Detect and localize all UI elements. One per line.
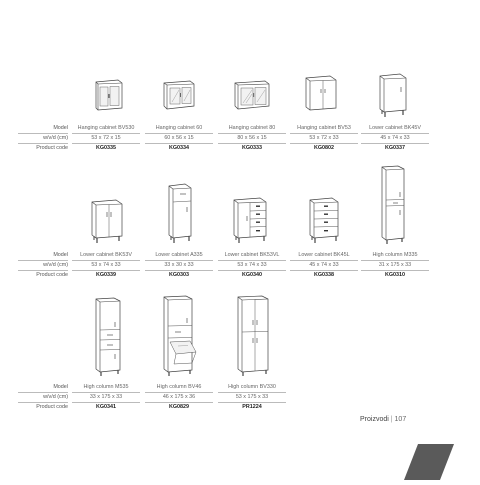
- product-dims: 33 x 30 x 33: [145, 260, 213, 271]
- product-card: [145, 383, 213, 412]
- hanging-cabinet-icon: [232, 78, 272, 112]
- code-label: Product code: [36, 272, 68, 278]
- lower-cabinet-icon: [376, 70, 410, 120]
- page-footer: [360, 416, 406, 423]
- hanging-cabinet-icon: [302, 72, 340, 112]
- product-code: KG0338: [313, 272, 335, 278]
- product-code: KG0333: [241, 145, 263, 151]
- product-dims: 45 x 74 x 33: [361, 133, 429, 144]
- page-number: 107: [394, 416, 407, 423]
- product-code: KG0337: [384, 145, 406, 151]
- product-code: KG0334: [168, 145, 190, 151]
- product-dims: 80 x 56 x 15: [218, 133, 286, 144]
- lower-cabinet-drawers-icon: [230, 194, 272, 246]
- product-name: Hanging cabinet 60: [155, 125, 203, 131]
- dims-label: w/v/d (cm): [18, 392, 68, 403]
- product-card: [145, 251, 213, 280]
- high-column-icon: [378, 162, 408, 246]
- product-code: KG0341: [95, 404, 117, 410]
- hanging-cabinet-icon: [160, 78, 198, 112]
- product-card: [72, 251, 140, 280]
- product-name: Hanging cabinet BV53: [297, 125, 351, 131]
- high-column-icon: [92, 294, 124, 378]
- product-code: KG0339: [95, 272, 117, 278]
- product-dims: 53 x 72 x 33: [290, 133, 358, 144]
- product-card: [290, 251, 358, 280]
- dims-label: w/v/d (cm): [18, 133, 68, 144]
- product-name: Lower cabinet BK45V: [369, 125, 421, 131]
- product-code: KG0310: [384, 272, 406, 278]
- product-dims: 53 x 72 x 15: [72, 133, 140, 144]
- product-name: Lower cabinet BK53VL: [224, 252, 280, 258]
- product-card: [290, 124, 358, 153]
- product-code: KG0340: [241, 272, 263, 278]
- lower-cabinet-icon: [165, 180, 195, 246]
- product-dims: 45 x 74 x 33: [290, 260, 358, 271]
- product-dims: 31 x 175 x 33: [361, 260, 429, 271]
- product-card: [218, 251, 286, 280]
- product-dims: 46 x 175 x 36: [145, 392, 213, 403]
- product-card: [72, 383, 140, 412]
- product-card: [218, 383, 286, 412]
- product-code: KG0335: [95, 145, 117, 151]
- product-dims: 53 x 175 x 33: [218, 392, 286, 403]
- product-name: Lower cabinet BK45L: [298, 252, 350, 258]
- footer-separator: |: [390, 416, 393, 423]
- product-dims: 33 x 175 x 33: [72, 392, 140, 403]
- product-card: [72, 124, 140, 153]
- product-name: High column M535: [83, 384, 129, 390]
- section-name: Proizvodi: [360, 416, 389, 423]
- product-code: KG0802: [313, 145, 335, 151]
- product-name: Hanging cabinet BV530: [77, 125, 135, 131]
- product-dims: 53 x 74 x 33: [218, 260, 286, 271]
- product-code: PR1224: [242, 404, 262, 410]
- dims-label: w/v/d (cm): [18, 260, 68, 271]
- decorative-stripe: [400, 444, 460, 485]
- product-dims: 60 x 56 x 15: [145, 133, 213, 144]
- model-label: Model: [53, 125, 68, 131]
- model-label: Model: [53, 252, 68, 258]
- row-labels: [18, 383, 68, 412]
- product-dims: 53 x 74 x 33: [72, 260, 140, 271]
- high-column-laundry-icon: [160, 292, 200, 378]
- product-card: [361, 251, 429, 280]
- code-label: Product code: [36, 145, 68, 151]
- row-labels: [18, 251, 68, 280]
- product-name: High column M335: [372, 252, 418, 258]
- lower-cabinet-drawers-icon: [306, 194, 342, 246]
- product-code: KG0829: [168, 404, 190, 410]
- product-name: Hanging cabinet 80: [228, 125, 276, 131]
- model-label: Model: [53, 384, 68, 390]
- product-name: High column BV330: [228, 384, 276, 390]
- hanging-cabinet-icon: [90, 76, 126, 112]
- high-column-icon: [234, 292, 272, 378]
- product-code: KG0303: [168, 272, 190, 278]
- code-label: Product code: [36, 404, 68, 410]
- product-name: Lower cabinet BK53V: [80, 252, 132, 258]
- lower-cabinet-icon: [88, 196, 126, 246]
- product-name: Lower cabinet A335: [155, 252, 203, 258]
- product-card: [218, 124, 286, 153]
- product-card: [361, 124, 429, 153]
- product-name: High column BV46: [156, 384, 202, 390]
- product-card: [145, 124, 213, 153]
- row-labels: [18, 124, 68, 153]
